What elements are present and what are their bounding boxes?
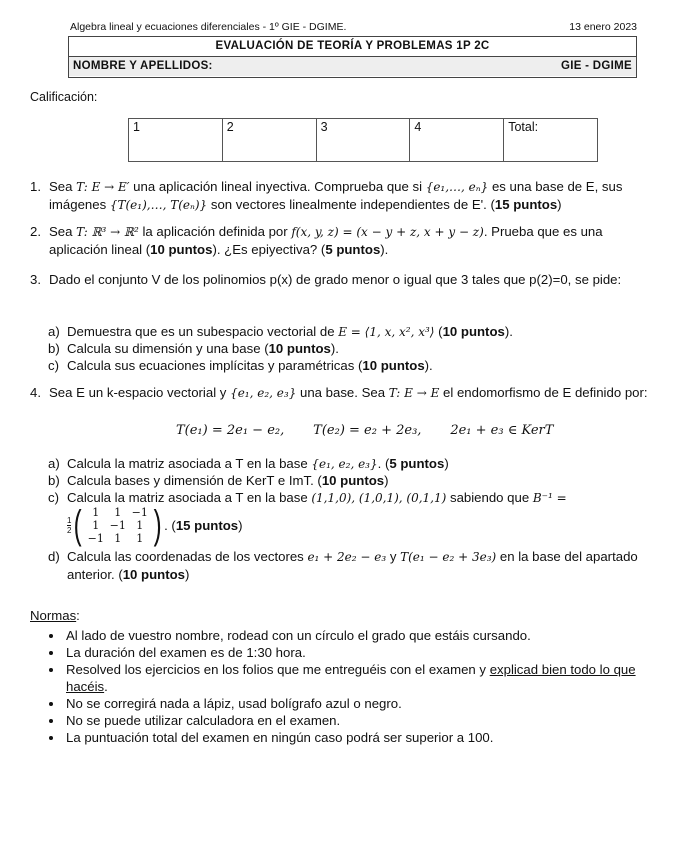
text-segment: No se puede utilizar calculadora en el examen. [66, 713, 341, 728]
text-segment: Calcula la matriz asociada a T en la base [67, 490, 312, 505]
question-text [49, 178, 660, 214]
math-expression: B⁻¹ = [532, 491, 567, 505]
grading-label: Calificación: [30, 90, 98, 104]
left-paren: ( [74, 503, 83, 547]
text-segment: ). [380, 242, 389, 257]
sub-text [67, 455, 658, 473]
text-segment: una aplicación lineal inyectiva. Comprueba que si [129, 179, 426, 194]
sub-text [67, 357, 658, 374]
question-3 [30, 271, 660, 288]
matrix-entry: 1 [136, 531, 144, 545]
points: 5 puntos [325, 242, 381, 257]
math-expression: {e₁,…, eₙ} [425, 180, 489, 194]
text-segment: el endomorfismo de E definido por: [439, 385, 648, 400]
question-number: 3. [30, 272, 41, 287]
text-segment: ). [330, 341, 339, 356]
text-segment: Sea [49, 179, 77, 194]
rule-item [64, 661, 674, 695]
text-segment: ). [424, 358, 433, 373]
q3-sub-a [48, 323, 658, 341]
text-segment: Demuestra que es un subespacio vectorial de [67, 324, 339, 339]
text-segment: . Prueba que es una aplicación lineal ( [49, 224, 603, 257]
q3-sub-c [48, 357, 658, 374]
grading-table [128, 118, 598, 162]
matrix-entry: 1 [92, 518, 100, 532]
text-segment: Al lado de vuestro nombre, rodead con un círculo el grado que estáis cursando. [66, 628, 531, 643]
question-number: 4. [30, 385, 41, 400]
question-text [49, 384, 660, 402]
question-number: 2. [30, 224, 41, 239]
text-segment: Dado el conjunto V de los polinomios p(x) de grado menor o igual que 3 tales que p(2)=0, se pide: [49, 272, 622, 287]
right-paren: ) [153, 503, 162, 547]
text-segment: es una base de E, sus imágenes [49, 179, 623, 212]
name-row [69, 57, 636, 76]
text-segment: No se corregirá nada a lápiz, usad bolígrafo azul o negro. [66, 696, 402, 711]
rule-item [64, 712, 674, 729]
sub-label: b) [48, 341, 60, 356]
q4-sub-a [48, 455, 658, 473]
text-segment: ( [434, 324, 443, 339]
sub-label: a) [48, 324, 60, 339]
grade-cell: 1 [129, 119, 223, 162]
math-expression: E = ⟨1, x, x², x³⟩ [338, 325, 435, 339]
sub-label: d) [48, 549, 60, 564]
matrix-close: ) [238, 517, 243, 533]
rule-item [64, 695, 674, 712]
rule-item [64, 627, 674, 644]
q4-sub-b [48, 472, 658, 489]
text-segment: Calcula la matriz asociada a T en la base [67, 456, 312, 471]
sub-label: c) [48, 490, 59, 505]
text-segment: Calcula sus ecuaciones implícitas y paramétricas ( [67, 358, 363, 373]
denominator: 2 [67, 525, 72, 535]
name-label: NOMBRE Y APELLIDOS: [73, 60, 213, 72]
q4-sub-d [48, 548, 658, 583]
points: 5 puntos [389, 456, 445, 471]
sub-text [67, 323, 658, 341]
sub-text [67, 548, 658, 583]
text-segment: y [386, 549, 401, 564]
degree-label: GIE - DGIME [560, 60, 632, 72]
text-segment: ) [444, 456, 449, 471]
rule-item [64, 729, 674, 746]
text-segment: ). ¿Es epiyectiva? ( [212, 242, 326, 257]
text-segment: . ( [377, 456, 390, 471]
text-segment: la aplicación definida por [138, 224, 292, 239]
matrix-grid [85, 506, 151, 545]
grade-cell: 2 [222, 119, 316, 162]
math-expression: e₁ + 2e₂ − e₃ [307, 550, 387, 564]
matrix-entry: −1 [87, 531, 104, 545]
sub-text [67, 340, 658, 357]
text-segment: Sea [49, 224, 77, 239]
sub-label: c) [48, 358, 59, 373]
math-expression: f(x, y, z) = (x − y + z, x + y − z) [291, 225, 484, 239]
title-box [68, 36, 637, 78]
question-number: 1. [30, 179, 41, 194]
text-segment: La duración del examen es de 1:30 hora. [66, 645, 306, 660]
exam-date: 13 enero 2023 [569, 21, 637, 33]
math-expression: T: E → E′ [76, 180, 130, 194]
sub-label: a) [48, 456, 60, 471]
matrix-entry: 1 [114, 531, 122, 545]
math-expression: (1,1,0), (1,0,1), (0,1,1) [311, 491, 447, 505]
text-segment: ) [384, 473, 389, 488]
matrix-entry: 1 [136, 518, 144, 532]
text-segment: ). [504, 324, 513, 339]
points: 15 puntos [175, 517, 239, 533]
matrix-after: . ( [164, 517, 176, 533]
math-expression: {e₁, e₂, e₃} [230, 386, 297, 400]
sub-text [67, 472, 658, 489]
text-segment: ) [557, 197, 562, 212]
rules-title-text: Normas [30, 608, 77, 623]
q4-equation: T(e₁) = 2e₁ − e₂, T(e₂) = e₂ + 2e₃, 2e₁ + e₃ ∈ KerT [176, 423, 554, 438]
matrix-entry: −1 [131, 505, 148, 519]
question-2 [30, 223, 660, 258]
text-segment: Calcula su dimensión y una base ( [67, 341, 269, 356]
text-segment: Sea E un k-espacio vectorial y [49, 385, 231, 400]
text-segment: explicad bien todo lo que hacéis [66, 662, 636, 694]
points: 10 puntos [150, 242, 213, 257]
matrix-entry: −1 [109, 518, 126, 532]
points: 15 puntos [494, 197, 558, 212]
points: 10 puntos [268, 341, 331, 356]
question-1 [30, 178, 660, 214]
fraction [67, 516, 71, 535]
course-header: Algebra lineal y ecuaciones diferenciales - 1º GIE - DGIME. [70, 21, 347, 33]
points: 10 puntos [442, 324, 505, 339]
text-segment: son vectores linealmente independientes de E'. ( [207, 197, 495, 212]
grade-cell: 4 [410, 119, 504, 162]
matrix-entry: 1 [92, 505, 100, 519]
rule-item [64, 644, 674, 661]
grade-cell: Total: [504, 119, 598, 162]
text-segment: Calcula las coordenadas de los vectores [67, 549, 308, 564]
question-text [49, 271, 660, 288]
question-4 [30, 384, 660, 402]
math-expression: T(e₁ − e₂ + 3e₃) [400, 550, 497, 564]
points: 10 puntos [321, 473, 385, 488]
text-segment: una base. Sea [296, 385, 389, 400]
matrix-entry: 1 [114, 505, 122, 519]
rules-colon: : [76, 608, 80, 623]
rules-title [30, 608, 80, 623]
points: 10 puntos [362, 358, 425, 373]
rules-list [48, 627, 674, 746]
grade-cell: 3 [316, 119, 410, 162]
math-expression: T: E → E [388, 386, 440, 400]
text-segment: sabiendo que [446, 490, 533, 505]
math-expression: T: ℝ³ → ℝ² [76, 225, 139, 239]
numerator: 1 [67, 515, 72, 525]
matrix-b-inverse [67, 505, 243, 545]
math-expression: {T(e₁),…, T(eₙ)} [109, 198, 208, 212]
text-segment: en la base del apartado anterior. ( [67, 549, 638, 582]
text-segment: Calcula bases y dimensión de KerT e ImT. ( [67, 473, 322, 488]
question-text [49, 223, 660, 258]
math-expression: {e₁, e₂, e₃} [311, 457, 378, 471]
text-segment: . [104, 679, 108, 694]
points: 10 puntos [122, 567, 185, 582]
text-segment: Resolved los ejercicios en los folios que me entreguéis con el examen y [66, 662, 490, 677]
text-segment: La puntuación total del examen en ningún caso podrá ser superior a 100. [66, 730, 494, 745]
exam-title: EVALUACIÓN DE TEORÍA Y PROBLEMAS 1P 2C [69, 37, 636, 57]
q3-sub-b [48, 340, 658, 357]
sub-label: b) [48, 473, 60, 488]
text-segment: ) [185, 567, 190, 582]
